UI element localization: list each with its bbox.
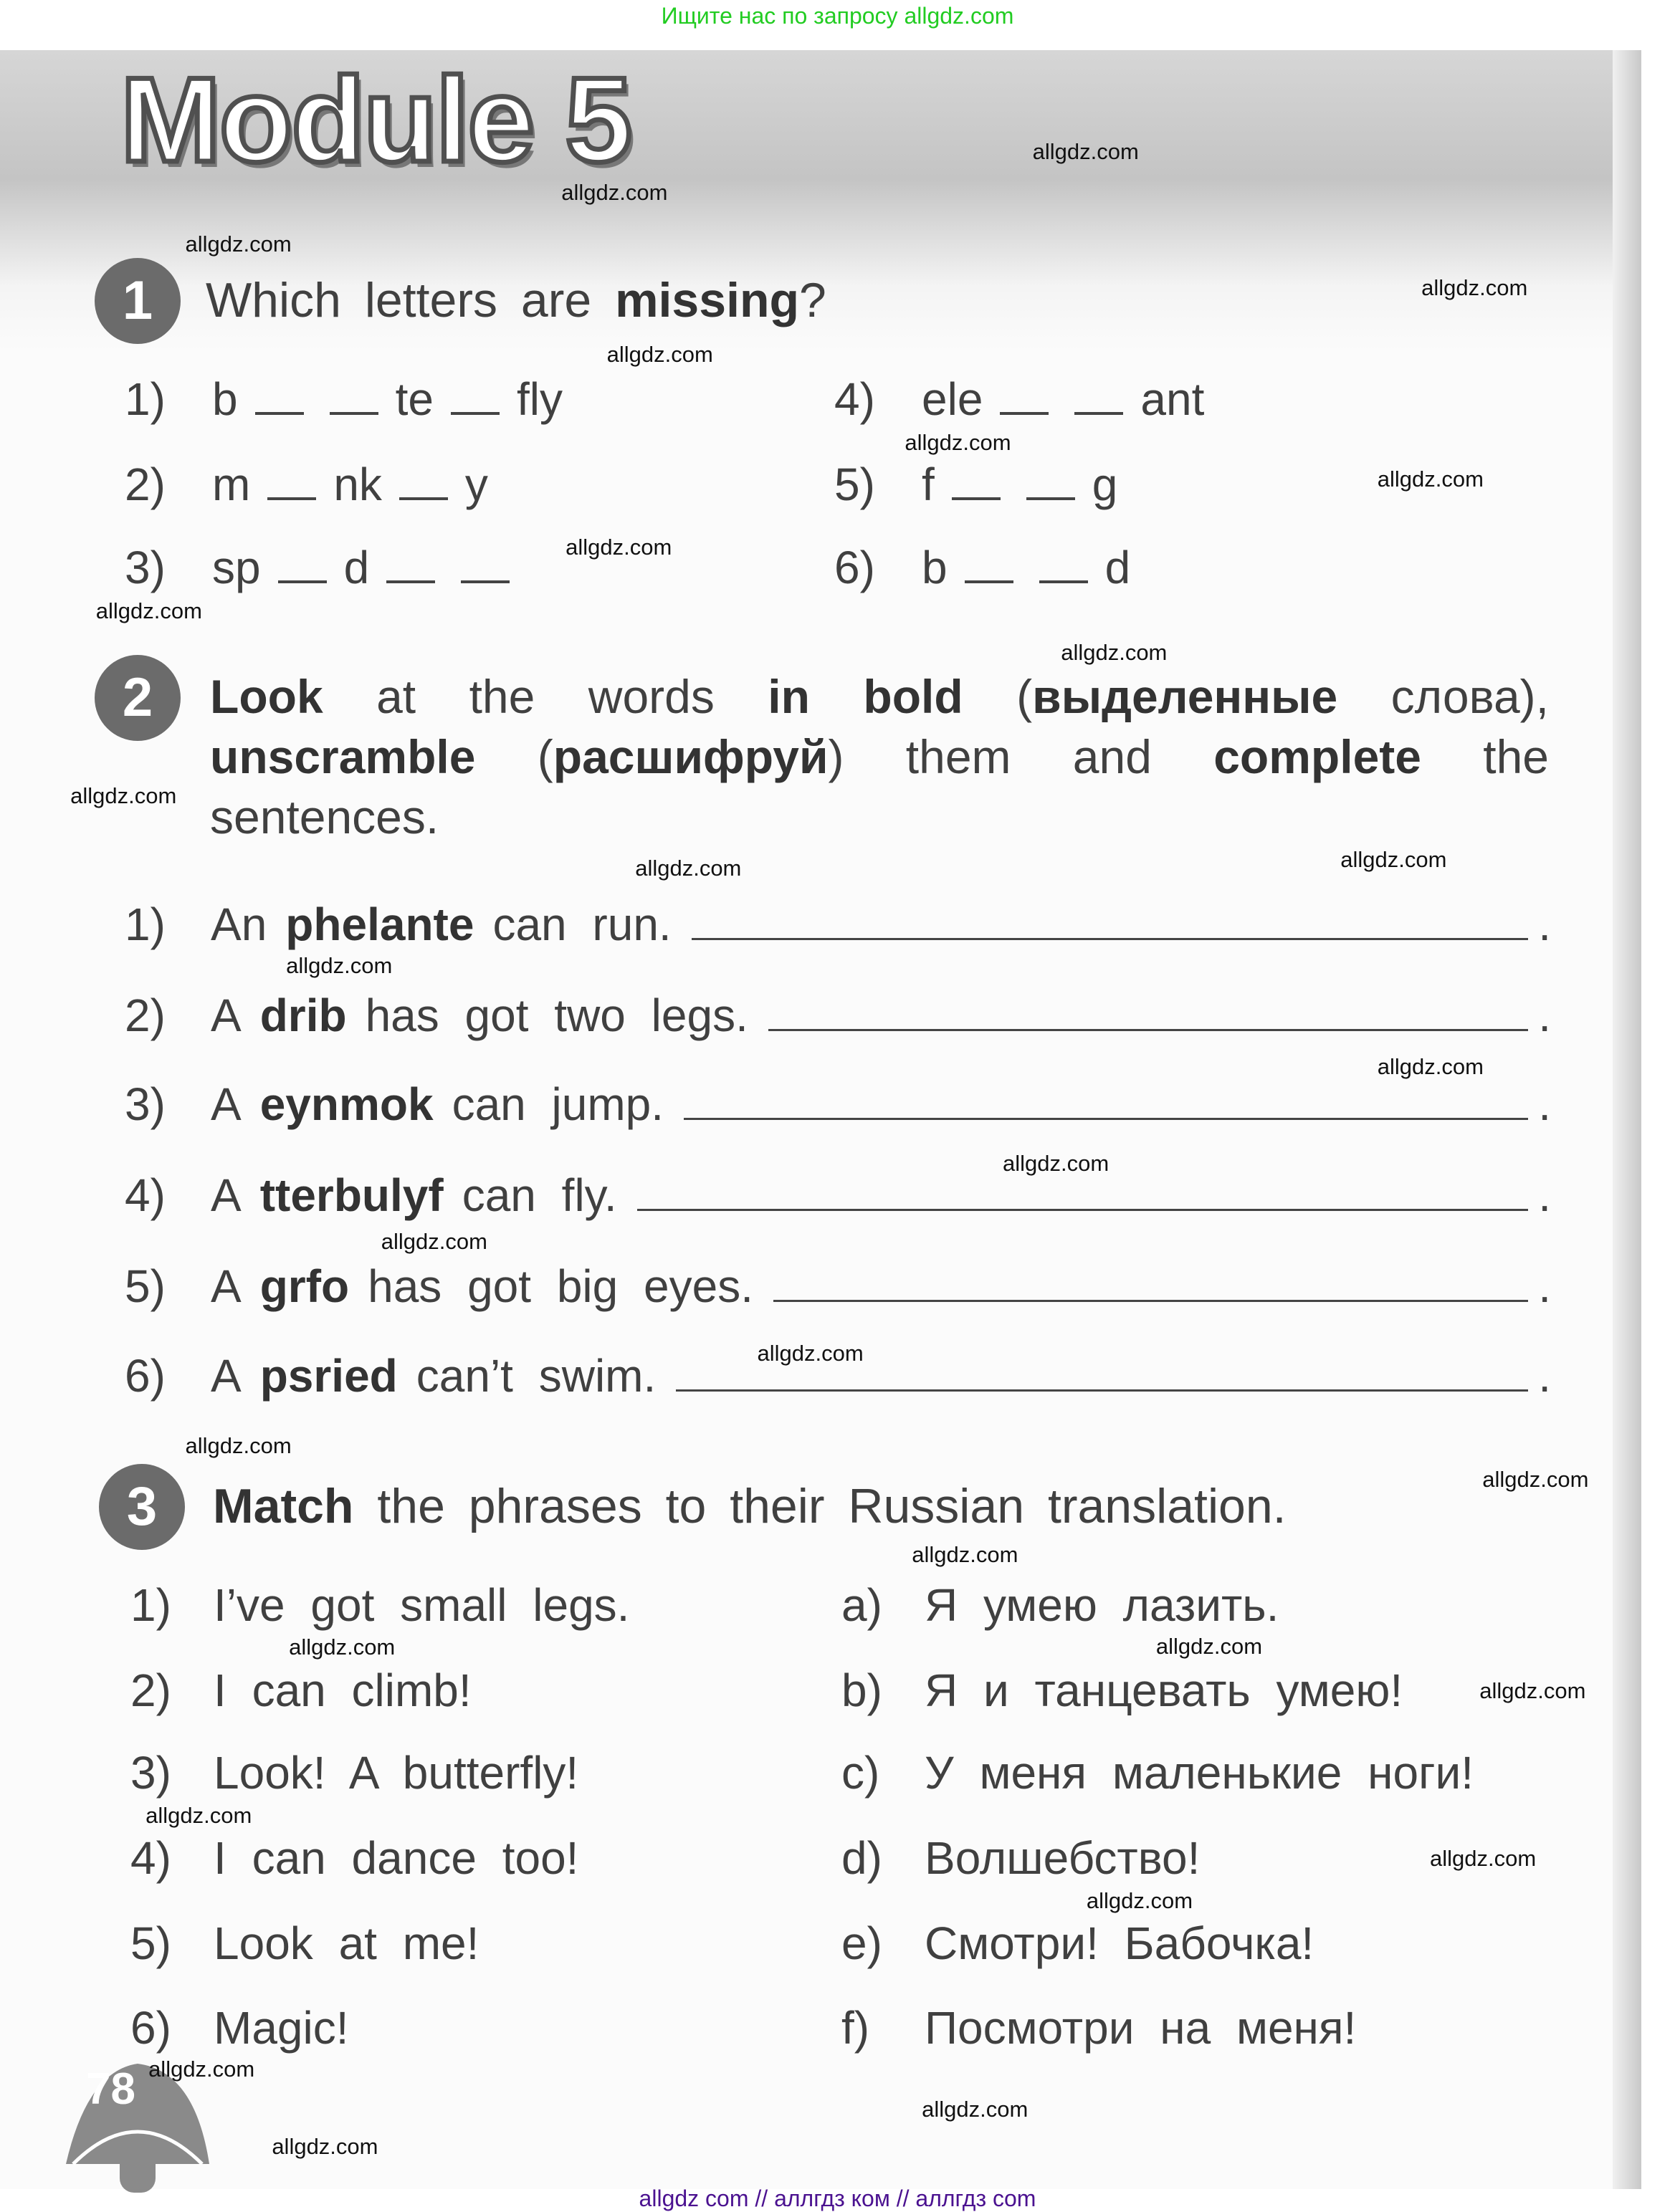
sentence-end: has got big eyes. <box>368 1260 753 1312</box>
heading-bold: missing <box>615 273 800 327</box>
sentence-row <box>125 1260 1551 1312</box>
letter-blank[interactable] <box>386 552 435 583</box>
exercise-3-heading <box>213 1479 1287 1533</box>
sentence-start: A <box>211 990 242 1041</box>
end-period: . <box>1538 990 1551 1041</box>
footer-links[interactable]: allgdz com // аллгдз ком // аллгдз com <box>639 2185 1036 2211</box>
sentence-end: can jump. <box>452 1078 664 1130</box>
letter-blank[interactable] <box>399 469 448 500</box>
answer-line[interactable] <box>684 1111 1528 1120</box>
russian-phrase[interactable] <box>841 1747 1474 1799</box>
sentence-start: A <box>211 1260 242 1312</box>
phrase-text: Look at me! <box>214 1917 479 1969</box>
watermark-text: allgdz.com <box>148 2056 255 2082</box>
instruction-segment: Look <box>210 670 323 723</box>
scrambled-word: grfo <box>259 1260 350 1312</box>
phrase-text: Посмотри на меня! <box>925 2002 1357 2054</box>
list-item <box>125 459 492 510</box>
letter-blank[interactable] <box>278 552 327 583</box>
item-number: 3) <box>130 1747 171 1799</box>
watermark-text: allgdz.com <box>1061 639 1168 665</box>
word-fragment: te <box>395 373 434 425</box>
english-phrase[interactable] <box>130 1917 479 1969</box>
item-number: 6) <box>834 542 875 593</box>
exercise-2-number: 2 <box>95 655 181 741</box>
watermark-text: allgdz.com <box>922 2097 1029 2122</box>
list-item <box>834 542 1135 593</box>
watermark-text: allgdz.com <box>757 1340 864 1366</box>
word-fragment: fly <box>516 373 563 425</box>
watermark-text: allgdz.com <box>272 2133 378 2159</box>
phrase-text: Magic! <box>214 2002 349 2054</box>
item-number: b) <box>841 1665 882 1716</box>
english-phrase[interactable] <box>130 1665 472 1716</box>
watermark-text: allgdz.com <box>381 1228 487 1254</box>
search-banner[interactable]: Ищите нас по запросу allgdz.com <box>661 3 1014 29</box>
phrase-text: I can climb! <box>214 1665 472 1716</box>
scrambled-word: tterbulyf <box>259 1169 444 1221</box>
item-number: 2) <box>125 990 166 1041</box>
end-period: . <box>1538 1078 1551 1130</box>
phrase-text: Look! A butterfly! <box>214 1747 579 1799</box>
scrambled-word: phelante <box>285 899 474 950</box>
heading-bold: Match <box>213 1479 354 1533</box>
answer-line[interactable] <box>676 1382 1528 1392</box>
letter-blank[interactable] <box>330 383 378 415</box>
russian-phrase[interactable] <box>841 1665 1403 1716</box>
letter-blank[interactable] <box>952 469 1001 500</box>
instruction-segment: ) them and <box>828 730 1214 783</box>
item-number: 6) <box>130 2002 171 2054</box>
russian-phrase[interactable] <box>841 1832 1201 1884</box>
phrase-text: У меня маленькие ноги! <box>925 1747 1474 1799</box>
letter-blank[interactable] <box>1074 383 1123 415</box>
page-number: 78 <box>86 2064 135 2114</box>
word-fragment: b <box>212 373 238 425</box>
letter-blank[interactable] <box>965 552 1013 583</box>
exercise-1-heading <box>206 273 826 327</box>
sentence-start: A <box>211 1169 242 1221</box>
watermark-text: allgdz.com <box>912 1542 1018 1568</box>
russian-phrase[interactable] <box>841 1917 1314 1969</box>
watermark-text: allgdz.com <box>1377 1053 1484 1079</box>
instruction-segment: the sentences. <box>210 730 1549 843</box>
item-number: a) <box>841 1579 882 1631</box>
item-number: 2) <box>125 459 166 510</box>
watermark-text: allgdz.com <box>70 782 177 808</box>
letter-blank[interactable] <box>451 383 500 415</box>
watermark-text: allgdz.com <box>1086 1888 1193 1914</box>
end-period: . <box>1538 899 1551 950</box>
answer-line[interactable] <box>773 1293 1528 1302</box>
module-title: Module 5 <box>120 52 631 187</box>
instruction-segment: ( <box>475 730 553 783</box>
instruction-segment: ( <box>963 670 1033 723</box>
item-number: 4) <box>125 1169 166 1221</box>
word-fragment: d <box>1104 542 1131 593</box>
item-number: 1) <box>125 899 166 950</box>
sentence-end: can’t swim. <box>416 1350 657 1402</box>
sentence-end: has got two legs. <box>365 990 748 1041</box>
watermark-text: allgdz.com <box>289 1634 396 1660</box>
sentence-row <box>125 1078 1551 1130</box>
watermark-text: allgdz.com <box>606 342 713 367</box>
item-number: d) <box>841 1832 882 1884</box>
watermark-text: allgdz.com <box>635 855 742 881</box>
sentence-start: A <box>211 1350 242 1402</box>
exercise-2-instruction <box>210 666 1549 847</box>
word-fragment: f <box>922 459 935 510</box>
instruction-segment: расшифруй <box>553 730 829 783</box>
watermark-text: allgdz.com <box>286 953 393 979</box>
russian-phrase[interactable] <box>841 1579 1279 1631</box>
list-item <box>834 373 1208 425</box>
russian-phrase[interactable] <box>841 2002 1357 2054</box>
phrase-text: Смотри! Бабочка! <box>925 1917 1314 1969</box>
sentence-start: A <box>211 1078 242 1130</box>
watermark-text: allgdz.com <box>1430 1845 1537 1871</box>
item-number: 5) <box>130 1917 171 1969</box>
watermark-text: allgdz.com <box>1479 1678 1586 1704</box>
word-fragment: d <box>343 542 370 593</box>
watermark-text: allgdz.com <box>145 1803 252 1829</box>
exercise-1-number: 1 <box>95 258 181 344</box>
english-phrase[interactable] <box>130 1579 630 1631</box>
phrase-text: I’ve got small legs. <box>214 1579 630 1631</box>
answer-line[interactable] <box>692 931 1529 940</box>
end-period: . <box>1538 1169 1551 1221</box>
word-fragment: ant <box>1140 373 1205 425</box>
watermark-text: allgdz.com <box>1155 1633 1263 1659</box>
instruction-segment: in bold <box>768 670 963 723</box>
word-fragment: b <box>922 542 948 593</box>
sentence-end: can run. <box>492 899 672 950</box>
phrase-text: Я умею лазить. <box>925 1579 1279 1631</box>
english-phrase[interactable] <box>130 1747 579 1799</box>
watermark-text: allgdz.com <box>1340 847 1447 873</box>
word-fragment: ele <box>922 373 983 425</box>
scrambled-word: eynmok <box>259 1078 434 1130</box>
letter-blank[interactable] <box>1026 469 1075 500</box>
watermark-text: allgdz.com <box>561 180 668 206</box>
instruction-segment: выделенные <box>1032 670 1338 723</box>
item-number: 3) <box>125 542 166 593</box>
phrase-text: Я и танцевать умею! <box>925 1665 1403 1716</box>
exercise-3-number: 3 <box>99 1464 185 1550</box>
answer-line[interactable] <box>637 1202 1529 1211</box>
scrambled-word: drib <box>259 990 347 1041</box>
end-period: . <box>1538 1350 1551 1402</box>
item-number: 4) <box>834 373 875 425</box>
page-binding-shadow <box>1613 50 1641 2189</box>
item-number: 1) <box>125 373 166 425</box>
phrase-text: Волшебство! <box>925 1832 1201 1884</box>
item-number: 5) <box>834 459 875 510</box>
watermark-text: allgdz.com <box>566 535 672 560</box>
item-number: f) <box>841 2002 870 2054</box>
list-item <box>125 373 567 425</box>
heading-text: Which letters are <box>206 273 592 327</box>
word-fragment: m <box>212 459 251 510</box>
watermark-text: allgdz.com <box>1421 274 1528 300</box>
phrase-text: I can dance too! <box>214 1832 579 1884</box>
english-phrase[interactable] <box>130 2002 349 2054</box>
word-fragment: sp <box>212 542 261 593</box>
end-period: . <box>1538 1260 1551 1312</box>
item-number: 3) <box>125 1078 166 1130</box>
watermark-text: allgdz.com <box>1032 138 1139 164</box>
list-item <box>834 459 1122 510</box>
item-number: e) <box>841 1917 882 1969</box>
item-number: 2) <box>130 1665 171 1716</box>
sentence-row <box>125 1169 1551 1221</box>
letter-blank[interactable] <box>255 383 304 415</box>
item-number: 1) <box>130 1579 171 1631</box>
item-number: 6) <box>125 1350 166 1402</box>
heading-punct: ? <box>799 273 826 327</box>
watermark-text: allgdz.com <box>905 429 1011 455</box>
letter-blank[interactable] <box>267 469 316 500</box>
watermark-text: allgdz.com <box>95 598 202 624</box>
instruction-segment: unscramble <box>210 730 476 783</box>
word-fragment: y <box>464 459 488 510</box>
english-phrase[interactable] <box>130 1832 579 1884</box>
scrambled-word: psried <box>259 1350 398 1402</box>
instruction-segment: at the words <box>323 670 768 723</box>
item-number: 5) <box>125 1260 166 1312</box>
letter-blank[interactable] <box>1000 383 1049 415</box>
sentence-start: An <box>211 899 267 950</box>
sentence-row <box>125 990 1551 1041</box>
sentence-row <box>125 899 1551 950</box>
sentence-end: can fly. <box>462 1169 617 1221</box>
heading-text: the phrases to their Russian translation. <box>377 1479 1287 1533</box>
answer-line[interactable] <box>768 1022 1528 1031</box>
letter-blank[interactable] <box>1039 552 1088 583</box>
instruction-segment: слова), <box>1337 670 1549 723</box>
word-fragment: g <box>1092 459 1118 510</box>
watermark-text: allgdz.com <box>1482 1467 1589 1493</box>
watermark-text: allgdz.com <box>1377 466 1484 492</box>
list-item <box>125 542 522 593</box>
item-number: 4) <box>130 1832 171 1884</box>
item-number: c) <box>841 1747 880 1799</box>
watermark-text: allgdz.com <box>185 1432 292 1458</box>
word-fragment: nk <box>333 459 382 510</box>
letter-blank[interactable] <box>461 552 510 583</box>
watermark-text: allgdz.com <box>185 231 292 257</box>
watermark-text: allgdz.com <box>1003 1150 1109 1176</box>
instruction-segment: complete <box>1213 730 1421 783</box>
